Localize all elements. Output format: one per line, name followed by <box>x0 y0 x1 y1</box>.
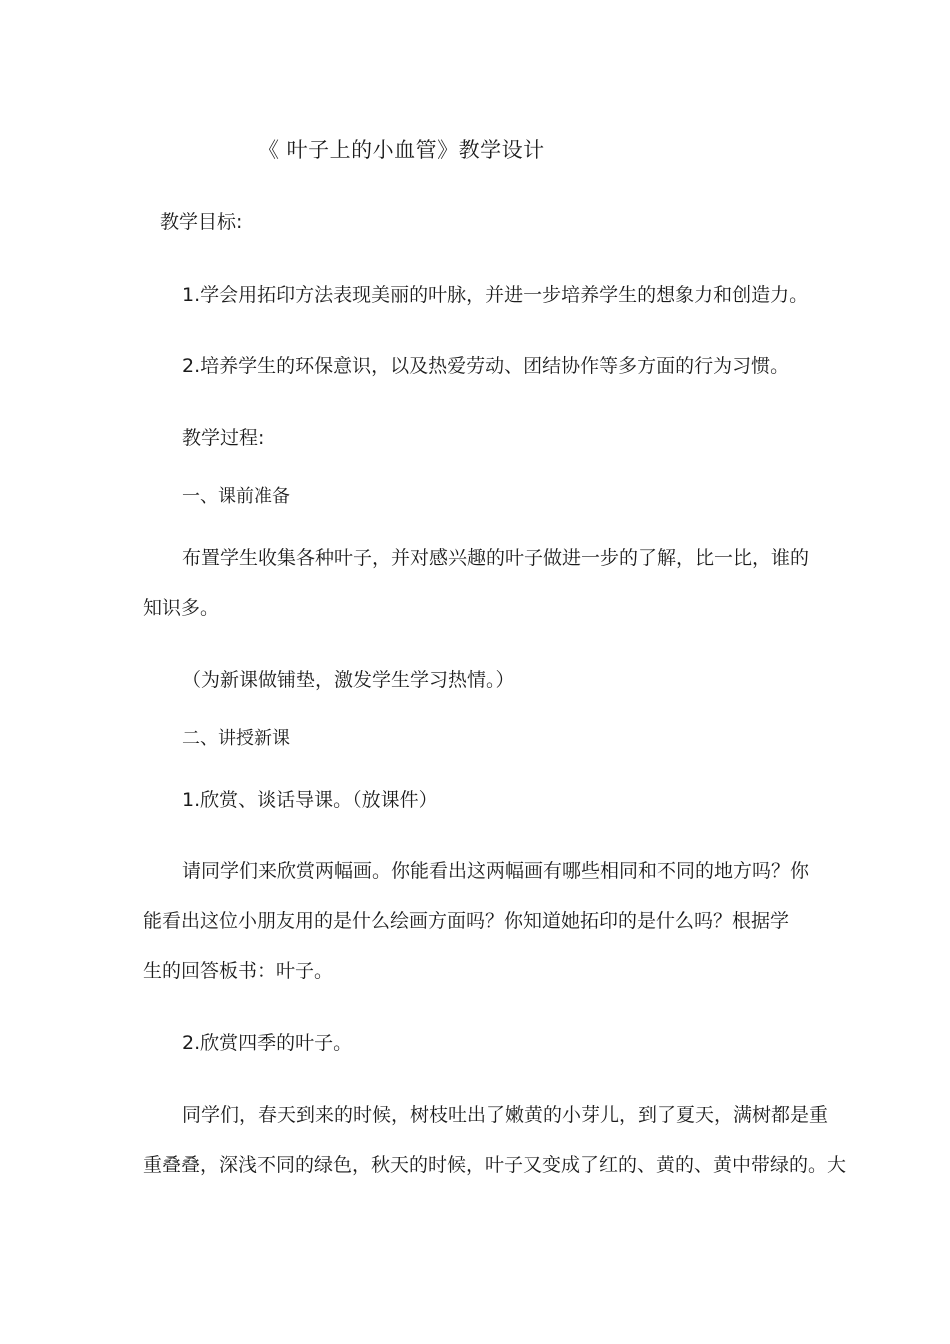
step-2-paragraph-line-1: 同学们，春天到来的时候，树枝吐出了嫩黄的小芽儿，到了夏天，满树都是重 <box>182 1104 829 1126</box>
step-1-paragraph-line-3: 生的回答板书：叶子。 <box>143 960 334 982</box>
step-2-heading: 2.欣赏四季的叶子。 <box>182 1032 353 1054</box>
process-heading: 教学过程: <box>182 427 265 449</box>
section-1-paragraph-line-2: 知识多。 <box>143 597 220 619</box>
objectives-heading: 教学目标: <box>160 211 243 233</box>
step-1-paragraph-line-2: 能看出这位小朋友用的是什么绘画方面吗？你知道她拓印的是什么吗？根据学 <box>143 910 790 932</box>
document-title: 《 叶子上的小血管》教学设计 <box>258 138 545 162</box>
step-1-paragraph-line-1: 请同学们来欣赏两幅画。你能看出这两幅画有哪些相同和不同的地方吗？你 <box>182 860 810 882</box>
step-2-paragraph-line-2: 重叠叠，深浅不同的绿色，秋天的时候，叶子又变成了红的、黄的、黄中带绿的。大 <box>143 1154 847 1176</box>
step-1-heading: 1.欣赏、谈话导课。（放课件） <box>182 789 438 811</box>
objective-1: 1.学会用拓印方法表现美丽的叶脉，并进一步培养学生的想象力和创造力。 <box>182 284 809 306</box>
section-1-note: （为新课做铺垫，激发学生学习热情。） <box>182 669 515 691</box>
section-1-heading: 一、课前准备 <box>182 486 290 507</box>
objective-2: 2.培养学生的环保意识，以及热爱劳动、团结协作等多方面的行为习惯。 <box>182 355 790 377</box>
section-2-heading: 二、讲授新课 <box>182 728 290 749</box>
section-1-paragraph-line-1: 布置学生收集各种叶子，并对感兴趣的叶子做进一步的了解，比一比，谁的 <box>182 547 810 569</box>
